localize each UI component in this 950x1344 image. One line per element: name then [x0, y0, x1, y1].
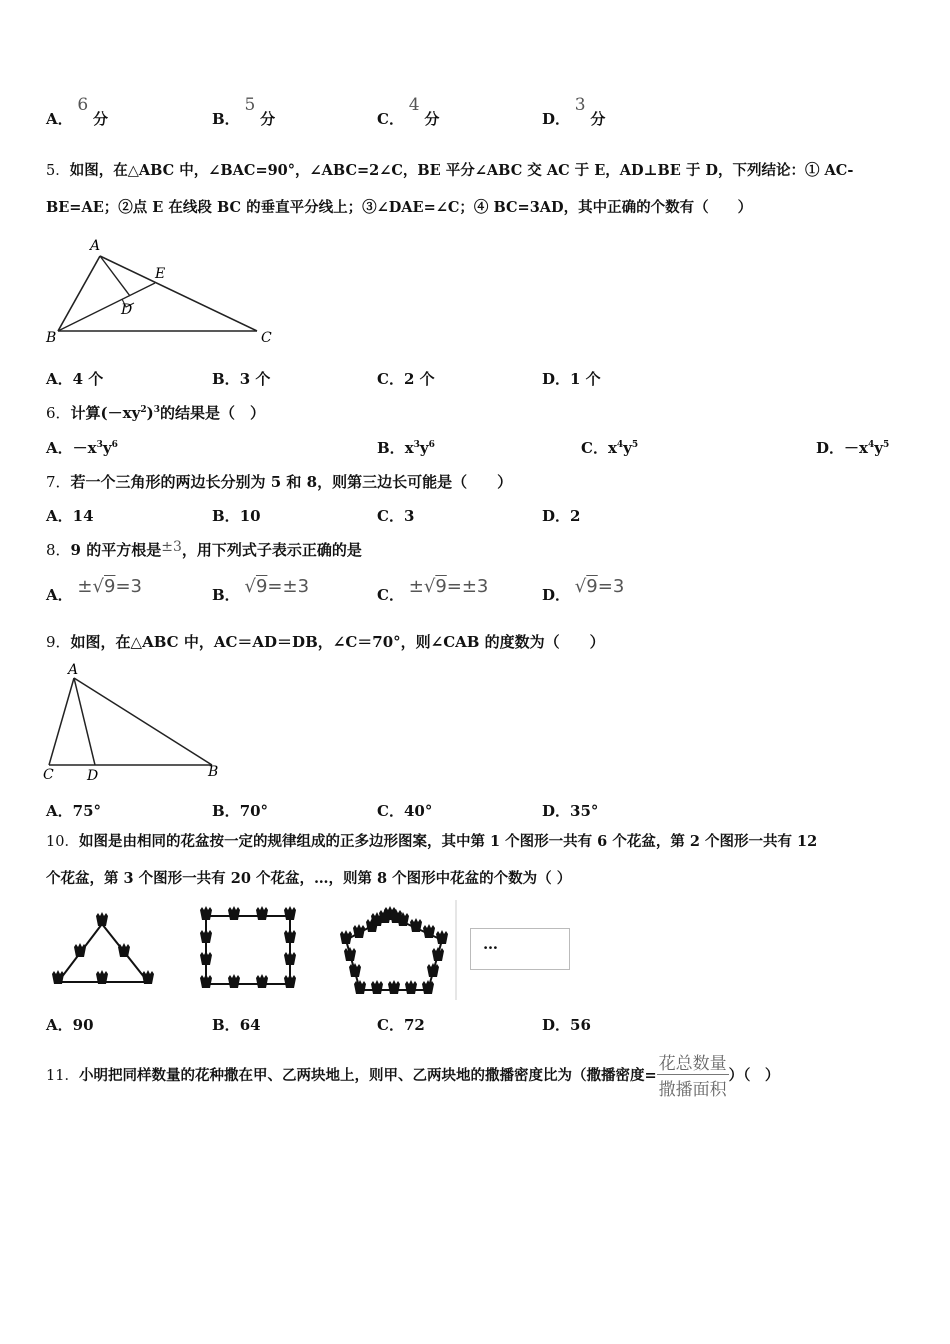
q8-option-a[interactable]: [46, 576, 142, 604]
option-letter: C．: [377, 110, 404, 128]
question-text-before: 9 的平方根是: [70, 541, 162, 559]
question-text: 若一个三角形的两边长分别为 5 和 8，则第三边长可能是（ ）: [70, 473, 513, 491]
option-value: 5: [244, 95, 256, 115]
option-letter: C．: [377, 507, 404, 525]
fraction-numerator: 花总数量: [657, 1049, 729, 1075]
option-text: 3 个: [239, 370, 271, 388]
question-text-before: 计算(－xy: [70, 404, 141, 422]
plus-minus-sign: ±: [408, 576, 424, 597]
option-value: 3: [574, 95, 586, 115]
option-letter: A．: [46, 110, 73, 128]
q7-option-a[interactable]: [46, 505, 94, 526]
rhs: =±3: [446, 576, 489, 597]
option-letter: D．: [542, 507, 571, 525]
question-number: 11．: [46, 1067, 79, 1084]
q7-option-d[interactable]: [542, 505, 580, 526]
option-letter: A．: [46, 370, 73, 388]
question-text-before: 小明把同样数量的花种撒在甲、乙两块地上，则甲、乙两块地的撒播密度比为（撒播密度=: [78, 1066, 657, 1084]
q5-option-a[interactable]: [46, 368, 103, 389]
option-unit: 分: [424, 110, 440, 128]
option-text: 75°: [72, 802, 102, 820]
q8-option-d[interactable]: [542, 576, 625, 604]
option-letter: D．: [542, 110, 571, 128]
option-letter: B．: [212, 110, 240, 128]
q8-option-c[interactable]: [377, 576, 489, 604]
label-a: A: [90, 238, 101, 254]
q4-option-a[interactable]: [46, 95, 109, 129]
radical-icon: √: [92, 576, 104, 597]
question-number: 6．: [46, 404, 71, 422]
q6-option-c[interactable]: [581, 437, 638, 458]
pattern-1-triangle: [52, 912, 154, 984]
question-text-after: ，用下列式子表示正确的是: [181, 541, 362, 559]
segment-ad: [100, 256, 130, 296]
option-letter: C．: [377, 1016, 404, 1034]
option-letter: A．: [46, 507, 73, 525]
q9-option-b[interactable]: [212, 800, 268, 821]
question-text-after: ）（ ）: [728, 1066, 780, 1084]
q7-option-b[interactable]: [212, 505, 261, 526]
term: x: [607, 439, 617, 457]
radicand: 9: [255, 576, 268, 597]
exponent: 5: [631, 440, 639, 450]
plus-minus-sign: ±: [77, 576, 93, 597]
exponent: 6: [428, 440, 435, 450]
radical-icon: √: [423, 576, 436, 597]
q6-option-b[interactable]: [377, 437, 435, 458]
option-value: 4: [408, 95, 420, 115]
q5-option-b[interactable]: [212, 368, 270, 389]
q9-option-a[interactable]: [46, 800, 101, 821]
radical-icon: √: [244, 576, 256, 597]
q9-triangle-figure: [40, 658, 230, 784]
q11-question: [46, 1044, 779, 1104]
option-text: 70°: [239, 802, 269, 820]
q10-line2: 个花盆，第 3 个图形一共有 20 个花盆，…，则第 8 个图形中花盆的个数为（ ）: [46, 870, 572, 887]
q4-option-d[interactable]: [542, 95, 606, 129]
side-ab: [74, 678, 212, 765]
option-letter: B．: [212, 586, 240, 604]
option-text: 56: [570, 1016, 591, 1034]
question-text-mid: ): [146, 404, 154, 422]
label-d: D: [121, 302, 133, 318]
option-letter: A．: [46, 802, 73, 820]
option-letter: A．: [46, 439, 73, 457]
term: －x: [72, 439, 97, 457]
ellipsis-box: [470, 928, 570, 970]
option-text: 72: [403, 1016, 425, 1034]
question-text: 如图，在△ABC 中，∠BAC=90°，∠ABC=2∠C，BE 平分∠ABC 交 AC 于 E，AD⊥BE 于 D，下列结论：① AC-: [69, 162, 854, 179]
exponent: 4: [867, 440, 875, 450]
option-text: 2: [570, 507, 581, 525]
option-text: 40°: [403, 802, 433, 820]
label-a: A: [68, 662, 79, 678]
question-number: 7．: [46, 473, 71, 491]
exponent: 3: [413, 440, 420, 450]
exponent: 6: [111, 440, 118, 450]
q6-question: [46, 402, 265, 423]
term: x: [404, 439, 414, 457]
q5-line2: BE=AE；②点 E 在线段 BC 的垂直平分线上；③∠DAE=∠C；④ BC=3AD，其中正确的个数有（ ）: [46, 199, 753, 216]
q5-line1: [46, 153, 853, 189]
radicand: 9: [586, 576, 598, 597]
inline-math: ±3: [161, 539, 182, 555]
option-text: 90: [72, 1016, 94, 1034]
option-letter: D．: [816, 439, 845, 457]
option-letter: B．: [212, 1016, 240, 1034]
question-number: 8．: [46, 541, 71, 559]
option-unit: 分: [590, 110, 606, 128]
q9-option-c[interactable]: [377, 800, 432, 821]
flower-pot-patterns-figure: [40, 900, 460, 1004]
fraction-denominator: 撒播面积: [658, 1079, 727, 1100]
option-letter: C．: [377, 802, 404, 820]
question-number: 9．: [46, 633, 71, 651]
option-letter: B．: [377, 439, 405, 457]
label-b: B: [46, 330, 57, 346]
rhs: =3: [115, 576, 142, 597]
option-text: 3: [403, 507, 415, 525]
q10-option-b[interactable]: [212, 1014, 261, 1035]
option-letter: C．: [377, 370, 404, 388]
q5-triangle-figure: [40, 234, 280, 350]
q10-option-c[interactable]: [377, 1014, 425, 1035]
label-d: D: [87, 768, 99, 784]
option-text: 1 个: [570, 370, 601, 388]
exponent: 2: [140, 405, 147, 415]
density-fraction: [657, 1049, 729, 1100]
term: y: [623, 439, 632, 457]
option-unit: 分: [260, 110, 276, 128]
q6-option-d[interactable]: [816, 437, 889, 458]
exponent: 5: [882, 440, 890, 450]
pattern-3-pentagon: [340, 906, 448, 994]
side-ac: [49, 678, 74, 765]
side-ac: [100, 256, 257, 331]
option-text: 10: [239, 507, 261, 525]
option-value: 6: [77, 95, 89, 115]
option-letter: D．: [542, 802, 571, 820]
option-unit: 分: [93, 110, 109, 128]
q8-option-b[interactable]: [212, 576, 310, 604]
option-letter: D．: [542, 586, 571, 604]
exponent: 3: [96, 440, 103, 450]
option-text: 35°: [570, 802, 599, 820]
term: y: [874, 439, 883, 457]
rhs: =±3: [267, 576, 310, 597]
q7-option-c[interactable]: [377, 505, 414, 526]
option-letter: C．: [377, 586, 404, 604]
option-text: 14: [72, 507, 94, 525]
question-text: 如图是由相同的花盆按一定的规律组成的正多边形图案，其中第 1 个图形一共有 6 个花盆，第 2 个图形一共有 12: [78, 833, 818, 850]
question-text: 如图，在△ABC 中，AC＝AD＝DB，∠C＝70°，则∠CAB 的度数为（ ）: [70, 633, 605, 651]
q10-option-a[interactable]: [46, 1014, 94, 1035]
option-text: 2 个: [403, 370, 435, 388]
question-number: 5．: [46, 163, 70, 179]
option-text: 64: [239, 1016, 261, 1034]
radicand: 9: [435, 576, 447, 597]
segment-be: [58, 283, 155, 331]
pattern-2-square: [200, 906, 296, 988]
q6-option-a[interactable]: [46, 437, 118, 458]
rhs: =3: [597, 576, 625, 597]
exponent: 3: [153, 405, 160, 415]
q10-option-d[interactable]: [542, 1014, 591, 1035]
label-e: E: [155, 266, 166, 282]
option-letter: C．: [581, 439, 608, 457]
side-ab: [58, 256, 100, 331]
term: －x: [844, 439, 868, 457]
term: y: [102, 439, 112, 457]
question-number: 10．: [46, 834, 79, 850]
option-letter: A．: [46, 1016, 73, 1034]
option-letter: B．: [212, 802, 240, 820]
option-text: 4 个: [72, 370, 104, 388]
q5-option-c[interactable]: [377, 368, 435, 389]
exponent: 4: [616, 440, 624, 450]
side-ad: [74, 678, 95, 765]
term: y: [419, 439, 429, 457]
q4-option-c[interactable]: [377, 95, 440, 129]
radicand: 9: [104, 576, 116, 597]
q5-option-d[interactable]: [542, 368, 601, 389]
option-letter: B．: [212, 370, 240, 388]
q9-option-d[interactable]: [542, 800, 598, 821]
q7-question: [46, 471, 512, 492]
label-c: C: [261, 330, 272, 346]
option-letter: A．: [46, 586, 73, 604]
ellipsis-text: …: [483, 935, 498, 953]
radical-icon: √: [574, 576, 587, 597]
option-letter: D．: [542, 370, 571, 388]
q10-line1: [46, 824, 817, 860]
option-letter: D．: [542, 1016, 571, 1034]
q4-option-b[interactable]: [212, 95, 276, 129]
label-c: C: [43, 767, 54, 783]
q8-question: [46, 539, 362, 560]
option-letter: B．: [212, 507, 240, 525]
label-b: B: [208, 764, 219, 780]
q9-question: [46, 631, 605, 652]
question-text-after: 的结果是（ ）: [159, 404, 265, 422]
